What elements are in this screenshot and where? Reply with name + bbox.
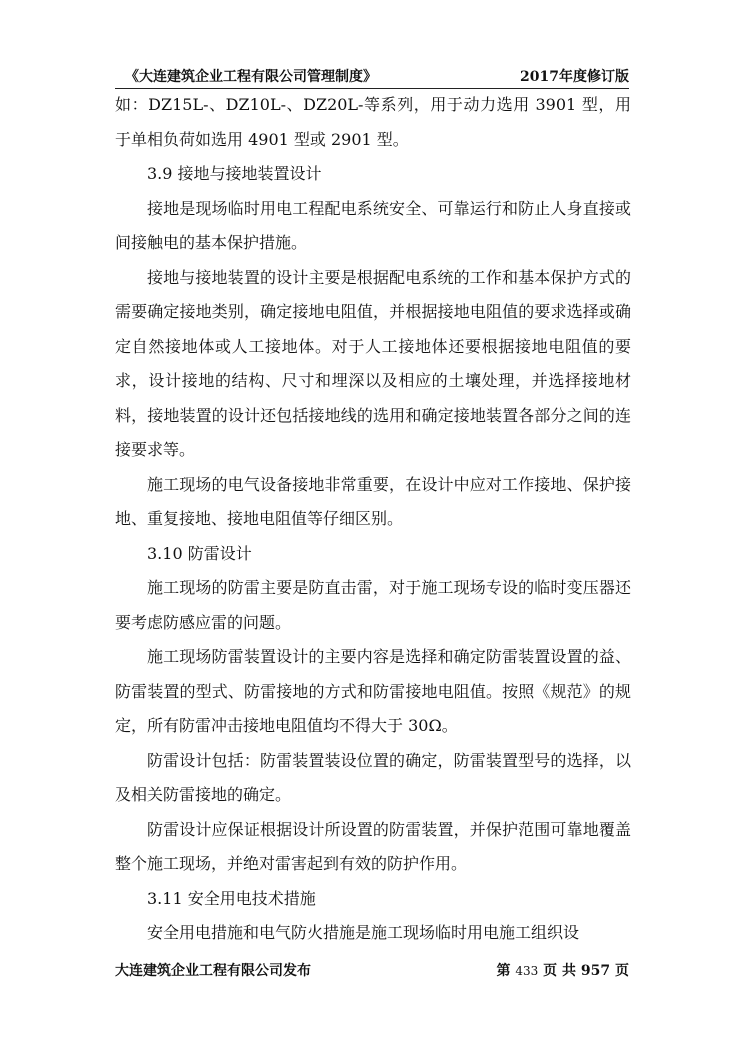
page-mid: 页 共 xyxy=(543,963,577,979)
paragraph: 防雷设计应保证根据设计所设置的防雷装置，并保护范围可靠地覆盖整个施工现场，并绝对雷害起到有效的防护作用。 xyxy=(115,819,631,873)
total-pages: 957 xyxy=(580,963,611,979)
section-heading: 3.9 接地与接地装置设计 xyxy=(147,164,322,183)
page-suffix: 页 xyxy=(615,963,629,979)
paragraph: 施工现场的电气设备接地非常重要，在设计中应对工作接地、保护接地、重复接地、接地电阻值等仔细区别。 xyxy=(115,474,631,528)
page-footer xyxy=(115,960,629,980)
edition-label: 2017年度修订版 xyxy=(520,69,629,85)
paragraph: 防雷设计包括：防雷装置装设位置的确定，防雷装置型号的选择，以及相关防雷接地的确定。 xyxy=(115,750,631,804)
paragraph: 安全用电措施和电气防火措施是施工现场临时用电施工组织设 xyxy=(147,923,580,942)
paragraph: 接地与接地装置的设计主要是根据配电系统的工作和基本保护方式的需要确定接地类别，确定接地电阻值，并根据接地电阻值的要求选择或确定自然接地体或人工接地体。对于人工接地体还要根据接地电阻值的要求，设计接地的结构、尺寸和埋深以及相应的土壤处理，并选择接地材料，接地装置的设计还包括接地线的选用和确定接地装置各部分之间的连接要求等。 xyxy=(115,267,631,459)
section-heading: 3.10 防雷设计 xyxy=(147,543,252,563)
page-prefix: 第 xyxy=(496,963,511,979)
paragraph: 施工现场防雷装置设计的主要内容是选择和确定防雷装置设置的益、防雷装置的型式、防雷接地的方式和防雷接地电阻值。按照《规范》的规定，所有防雷冲击接地电阻值均不得大于 30Ω。 xyxy=(115,647,631,735)
document-title: 《大连建筑企业工程有限公司管理制度》 xyxy=(125,69,377,85)
document-body xyxy=(115,88,631,951)
current-page: 433 xyxy=(515,964,539,978)
paragraph: 施工现场的防雷主要是防直击雷，对于施工现场专设的临时变压器还要考虑防感应雷的问题。 xyxy=(115,578,631,632)
page-header xyxy=(115,66,629,89)
page-number xyxy=(496,960,629,980)
paragraph: 接地是现场临时用电工程配电系统安全、可靠运行和防止人身直接或间接触电的基本保护措施。 xyxy=(115,198,631,252)
paragraph: 如：DZ15L-、DZ10L-、DZ20L-等系列，用于动力选用 3901 型，用于单相负荷如选用 4901 型或 2901 型。 xyxy=(115,95,631,149)
publisher-label: 大连建筑企业工程有限公司发布 xyxy=(115,963,311,979)
section-heading: 3.11 安全用电技术措施 xyxy=(147,888,316,908)
